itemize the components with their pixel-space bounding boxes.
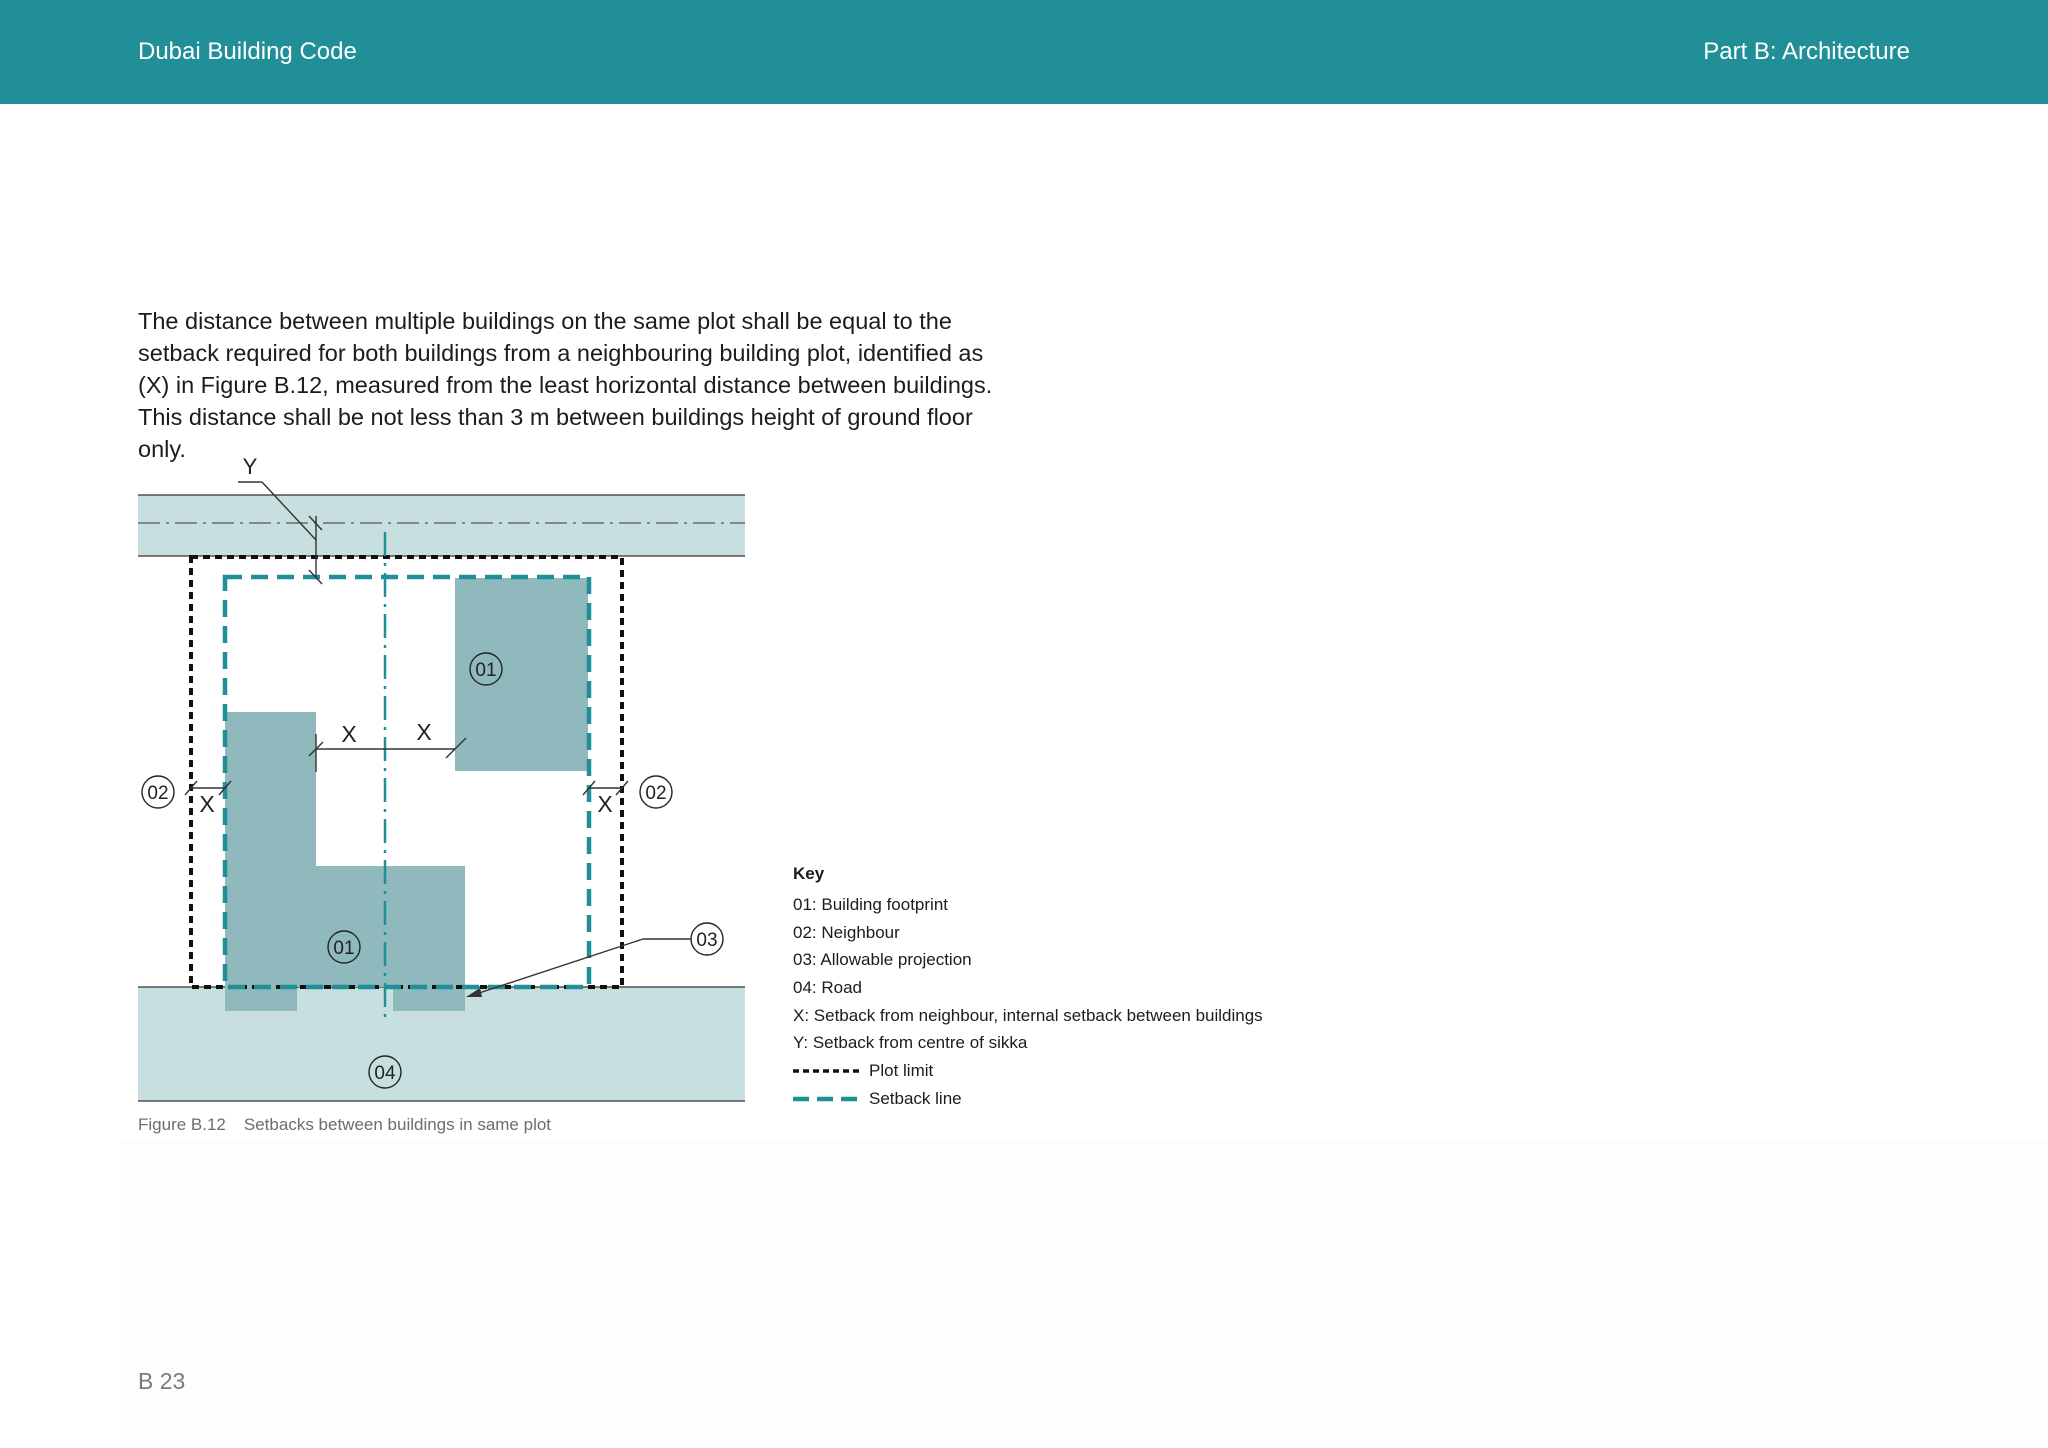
section-title: Part B: Architecture bbox=[1703, 38, 1910, 65]
figure-key bbox=[793, 864, 1263, 1113]
building-footprint-left bbox=[225, 712, 465, 1011]
sikka-band bbox=[138, 495, 745, 556]
legend-label: Plot limit bbox=[869, 1061, 934, 1081]
figure-caption-text: Setbacks between buildings in same plot bbox=[243, 1115, 552, 1134]
callout-neighbour-right: 02 bbox=[645, 783, 667, 804]
y-label: Y bbox=[242, 454, 258, 479]
page-number: B 23 bbox=[138, 1368, 186, 1394]
plot-limit-swatch bbox=[793, 1067, 863, 1075]
figure-number: Figure B.12 bbox=[138, 1115, 226, 1134]
key-item: 03: Allowable projection bbox=[793, 950, 972, 970]
x-label-right-setback: X bbox=[597, 791, 613, 817]
key-title: Key bbox=[793, 864, 825, 883]
legend-label: Setback line bbox=[869, 1088, 962, 1108]
body-paragraph: The distance between multiple buildings on the same plot shall be equal to the setback required for both buildings from a neighbouring building plot, identified as (X) in Figure B.12, measured from the least horizontal distance between buildings. This distance shall be not less than 3 m between buildings height of ground floor only. bbox=[138, 308, 993, 462]
setback-figure bbox=[100, 440, 800, 1140]
x-label-left-half: X bbox=[341, 721, 357, 747]
setback-line-swatch bbox=[793, 1095, 863, 1103]
callout-neighbour-left: 02 bbox=[147, 783, 169, 804]
legend-setback-line bbox=[793, 1085, 1263, 1113]
callout-projection: 03 bbox=[696, 930, 718, 951]
key-item: X: Setback from neighbour, internal setback between buildings bbox=[793, 1005, 1263, 1025]
key-item: Y: Setback from centre of sikka bbox=[793, 1033, 1028, 1053]
footer-band bbox=[120, 1140, 2048, 1448]
key-item: 04: Road bbox=[793, 978, 862, 998]
key-item: 01: Building footprint bbox=[793, 895, 948, 914]
callout-building-left: 01 bbox=[333, 938, 355, 959]
key-item: 02: Neighbour bbox=[793, 922, 900, 942]
x-label-left-setback: X bbox=[199, 791, 215, 817]
setback-diagram bbox=[100, 440, 800, 1140]
figure-caption bbox=[138, 1115, 551, 1135]
legend-plot-limit bbox=[793, 1057, 1263, 1085]
callout-road: 04 bbox=[374, 1063, 396, 1084]
x-label-right-half: X bbox=[416, 719, 432, 745]
page-header bbox=[0, 0, 2048, 104]
callout-building-right: 01 bbox=[475, 660, 497, 681]
document-title: Dubai Building Code bbox=[138, 38, 357, 65]
